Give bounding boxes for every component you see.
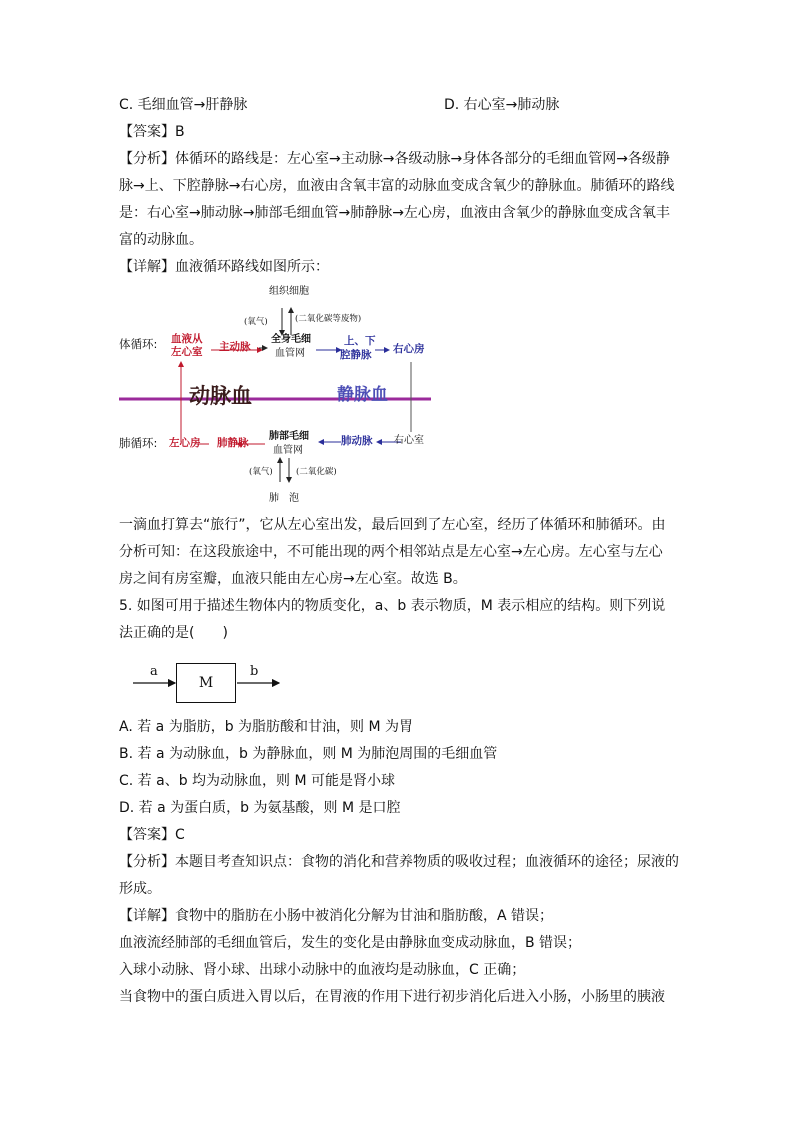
answer-1: 【答案】B xyxy=(119,124,185,140)
blood-from-label-2: 左心室 xyxy=(171,346,203,358)
tissue-cells-label: 组织细胞 xyxy=(269,286,309,297)
output-b-label: b xyxy=(250,664,259,679)
option-a: A. 若 a 为脂肪，b 为脂肪酸和甘油，则 M 为胃 xyxy=(119,719,414,735)
body-capillary-label-2: 血管网 xyxy=(275,348,305,359)
question-5-line-1: 5. 如图可用于描述生物体内的物质变化，a、b 表示物质，M 表示相应的结构。则下列说 xyxy=(119,598,666,614)
detail-1: 【详解】血液循环路线如图所示： xyxy=(119,259,329,275)
analysis-1-line-1: 【分析】体循环的路线是：左心室→主动脉→各级动脉→身体各部分的毛细血管网→各级静 xyxy=(119,151,670,167)
arterial-blood-label: 动脉血 xyxy=(189,383,252,408)
analysis-1-line-3: 是：右心室→肺动脉→肺部毛细血管→肺静脉→左心房，血液由含氧少的静脉血变成含氧丰 xyxy=(119,205,670,221)
alveoli-label: 肺 泡 xyxy=(269,493,299,504)
pulmonary-label: 肺循环: xyxy=(119,436,158,450)
body-capillary-label-1: 全身毛细 xyxy=(271,334,311,345)
right-ventricle-label: 右心室 xyxy=(394,435,424,446)
detail-2-line-3: 入球小动脉、肾小球、出球小动脉中的血液均是动脉血，C 正确； xyxy=(119,962,526,978)
paragraph-1-line-3: 房之间有房室瓣，血液只能由左心房→左心室。故选 B。 xyxy=(119,571,467,587)
co2-waste-label: (二氧化碳等废物) xyxy=(295,314,362,324)
input-a-label: a xyxy=(150,664,158,679)
paragraph-1-line-1: 一滴血打算去“旅行”，它从左心室出发，最后回到了左心室，经历了体循环和肺循环。由 xyxy=(119,517,666,533)
option-d-prev: D. 右心室→肺动脉 xyxy=(444,97,560,113)
blood-from-label-1: 血液从 xyxy=(171,333,203,345)
analysis-2-line-1: 【分析】本题目考查知识点：食物的消化和营养物质的吸收过程；血液循环的途径；尿液的 xyxy=(119,854,679,870)
vena-cava-label-1: 上、下 xyxy=(344,335,376,347)
detail-2-line-1: 【详解】食物中的脂肪在小肠中被消化分解为甘油和脂肪酸，A 错误； xyxy=(119,908,554,924)
option-d: D. 若 a 为蛋白质，b 为氨基酸，则 M 是口腔 xyxy=(119,800,401,816)
left-atrium-label: 左心房 xyxy=(169,437,201,449)
oxygen-bottom-label: (氧气) xyxy=(249,467,273,477)
right-atrium-label: 右心房 xyxy=(393,343,425,355)
option-b: B. 若 a 为动脉血，b 为静脉血，则 M 为肺泡周围的毛细血管 xyxy=(119,746,498,762)
question-5-line-2: 法正确的是( ) xyxy=(119,625,228,641)
vena-cava-label-2: 腔静脉 xyxy=(340,349,372,361)
analysis-2-line-2: 形成。 xyxy=(119,881,161,897)
lung-capillary-label-1: 肺部毛细 xyxy=(269,431,309,442)
option-c-prev: C. 毛细血管→肝静脉 xyxy=(119,97,248,113)
lung-capillary-label-2: 血管网 xyxy=(273,445,303,456)
detail-2-line-4: 当食物中的蛋白质进入胃以后，在胃液的作用下进行初步消化后进入小肠，小肠里的胰液 xyxy=(119,989,665,1005)
pulmonary-vein-label: 肺静脉 xyxy=(217,437,249,449)
m-structure-diagram xyxy=(133,662,283,706)
paragraph-1-line-2: 分析可知：在这段旅途中，不可能出现的两个相邻站点是左心室→左心房。左心室与左心 xyxy=(119,544,663,560)
co2-bottom-label: (二氧化碳) xyxy=(296,467,337,477)
aorta-label: 主动脉 xyxy=(219,341,251,353)
analysis-1-line-4: 富的动脉血。 xyxy=(119,232,203,248)
m-box: M xyxy=(176,663,236,703)
detail-2-line-2: 血液流经肺部的毛细血管后，发生的变化是由静脉血变成动脉血，B 错误； xyxy=(119,935,582,951)
option-c: C. 若 a、b 均为动脉血，则 M 可能是肾小球 xyxy=(119,773,396,789)
answer-2: 【答案】C xyxy=(119,827,185,843)
oxygen-top-label: (氧气) xyxy=(244,317,268,327)
pulmonary-artery-label: 肺动脉 xyxy=(341,435,373,447)
analysis-1-line-2: 脉→上、下腔静脉→右心房，血液由含氧丰富的动脉血变成含氧少的静脉血。肺循环的路线 xyxy=(119,178,675,194)
systemic-label: 体循环: xyxy=(119,337,158,351)
venous-blood-label: 静脉血 xyxy=(337,385,388,405)
circulation-diagram xyxy=(119,282,433,510)
